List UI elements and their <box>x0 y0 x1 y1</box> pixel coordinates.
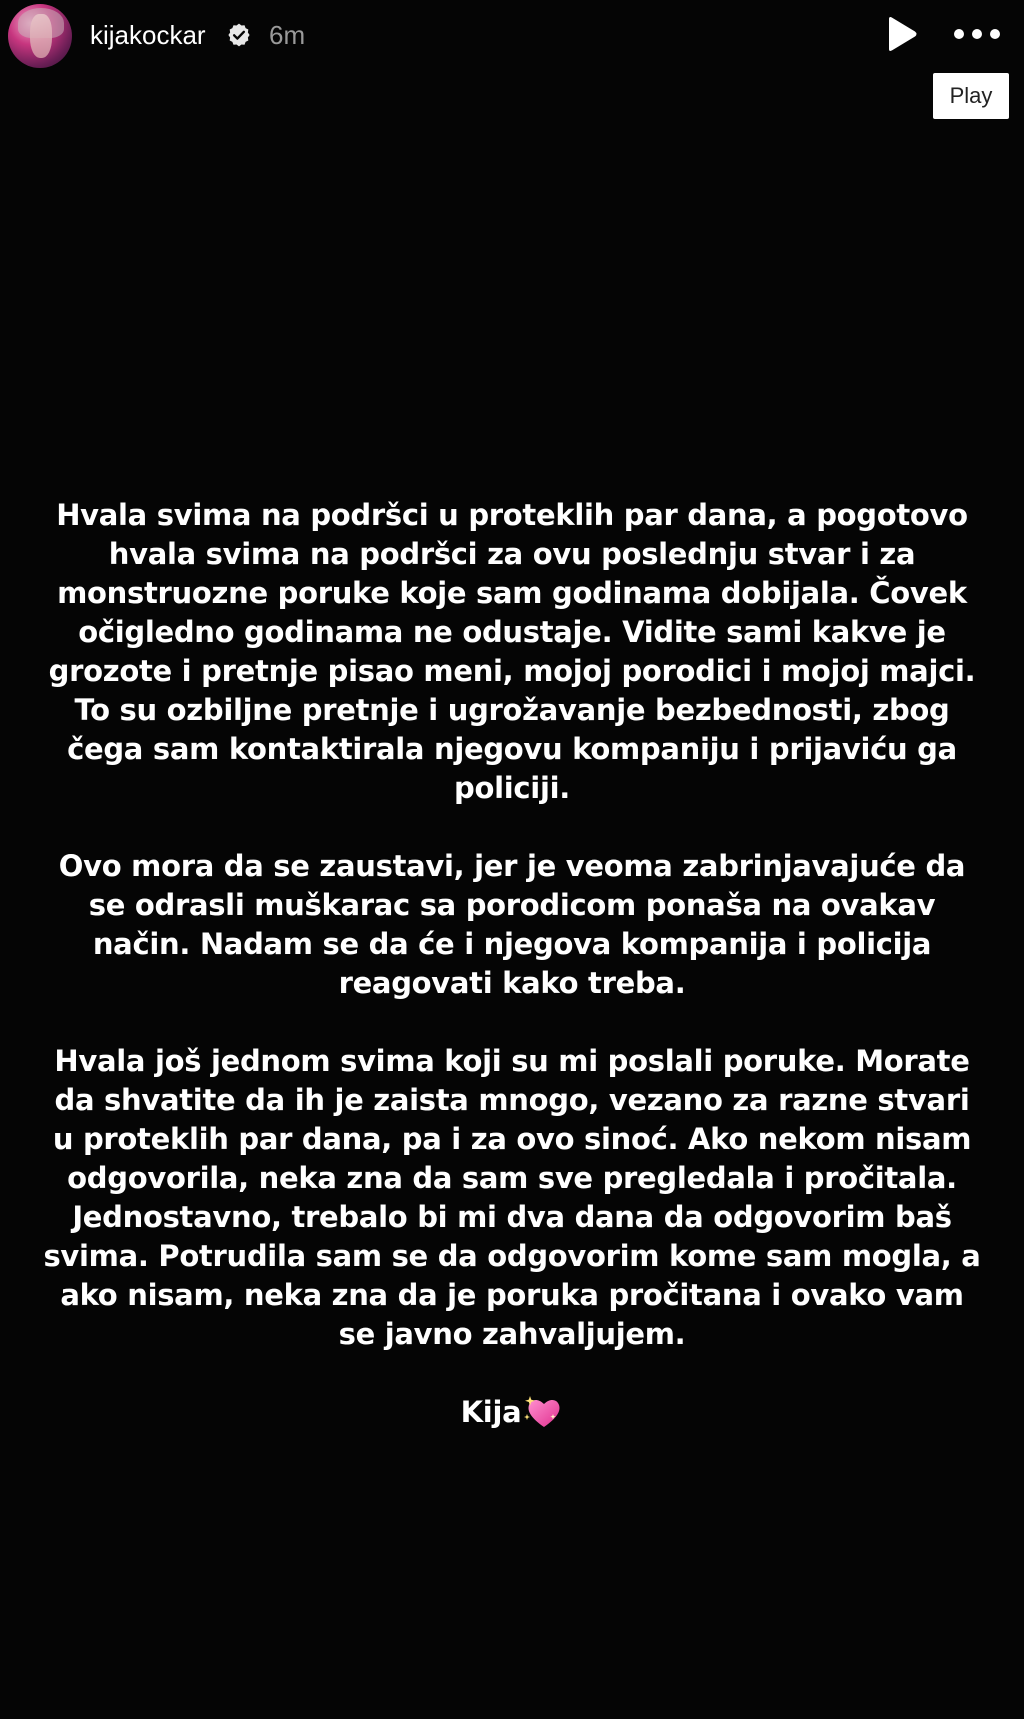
story-header <box>0 0 1024 108</box>
play-tooltip: Play <box>933 73 1009 119</box>
verified-badge-icon <box>226 22 252 48</box>
username-link[interactable]: kijakockar <box>90 20 206 50</box>
more-options-icon[interactable] <box>950 20 1004 48</box>
message-signature-line <box>40 1393 984 1432</box>
avatar-face <box>30 14 52 58</box>
play-icon[interactable] <box>880 14 922 54</box>
signature-text: Kija <box>460 1395 522 1429</box>
message-paragraph-3: Hvala još jednom svima koji su mi poslali poruke. Morate da shvatite da ih je zaista mnogo, vezano za razne stvari u proteklih par dana, pa i za ovo sinoć. Ako nekom nisam odgovorila, neka zna da sam sve pregledala i pročitala. Jednostavno, trebalo bi mi dva dana da odgovorim baš svima. Potrudila sam se da odgovorim kome sam mogla, a ako nisam, neka zna da je poruka pročitana i ovako vam se javno zahvaljujem. <box>43 1044 981 1351</box>
sparkling-heart-icon <box>523 1394 563 1430</box>
message-paragraph-1: Hvala svima na podršci u proteklih par dana, a pogotovo hvala svima na podršci za ovu poslednju stvar i za monstruozne poruke koje sam godinama dobijala. Čovek očigledno godinama ne odustaje. Vidite sami kakve je grozote i pretnje pisao meni, mojoj porodici i mojoj majci. To su ozbiljne pretnje i ugrožavanje bezbednosti, zbog čega sam kontaktirala njegovu kompaniju i prijaviću ga policiji. <box>48 498 976 805</box>
profile-avatar[interactable] <box>8 4 72 68</box>
post-timestamp: 6m <box>269 20 306 50</box>
message-paragraph-2: Ovo mora da se zaustavi, jer je veoma zabrinjavajuće da se odrasli muškarac sa porodicom ponaša na ovakav način. Nadam se da će i njegova kompanija i policija reagovati kako treba. <box>58 849 966 1000</box>
story-text-message <box>40 496 984 1471</box>
